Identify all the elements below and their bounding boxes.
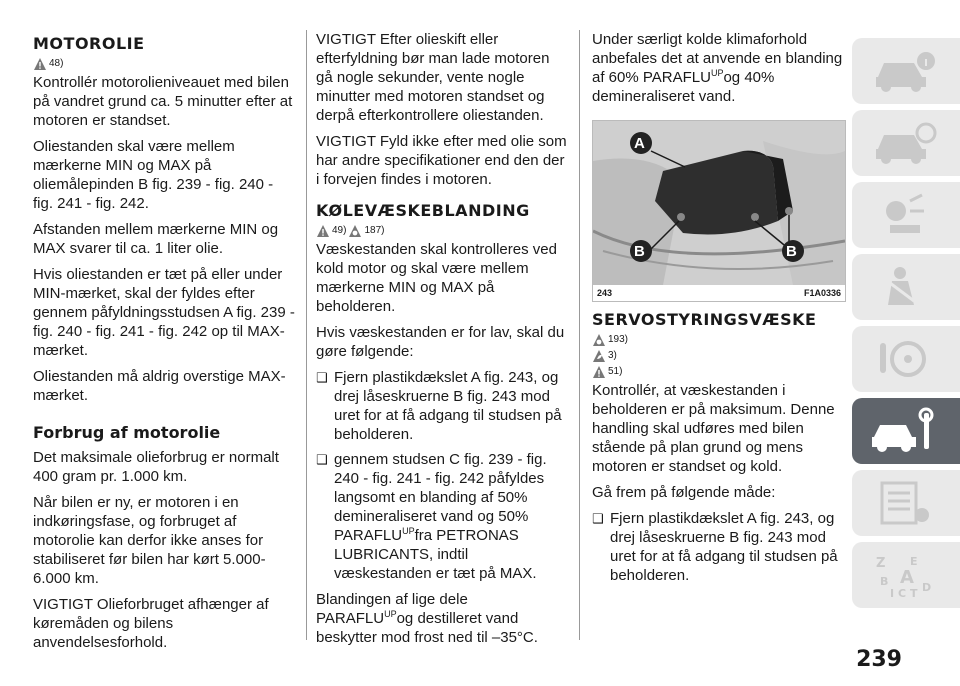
tab-steering[interactable] (852, 326, 960, 392)
index-icon (870, 479, 940, 527)
maintenance-icon (870, 407, 940, 455)
warning-ref: 193) (608, 334, 629, 345)
subheading-forbrug: Forbrug af motorolie (33, 423, 221, 442)
list-item: ❑ gennem studsen C fig. 239 - fig. 240 - fig. 241 - fig. 242 påfyldes langsomt en blanding af 50% demineraliseret vand og 50% $PARAFLU^{UP}fra$ PETRONAS LUBRICANTS, indtil væskestanden er tæt på MAX. (316, 450, 568, 583)
engine-bay-illustration (593, 121, 845, 301)
paragraph: Oliestanden må aldrig overstige MAX-mærket. (33, 368, 286, 404)
figure-243 (592, 120, 846, 302)
column-1 (33, 30, 295, 659)
svg-text:B: B (880, 575, 889, 588)
paragraph: Under særligt kolde klimaforhold anbefales det at anvende en blanding af 60% $PARAFLU^{UP}og$ 40% demineraliseret vand. (592, 31, 843, 105)
callout-label-b: B (634, 243, 645, 260)
list-item: ❑ Fjern plastikdækslet A fig. 243, og drej låseskruerne B fig. 243 mod uret for at få adgang til studsen på beholderen. (592, 509, 844, 585)
column-divider (579, 30, 580, 640)
environment-icon (592, 349, 606, 363)
column-divider (306, 30, 307, 640)
warning-ref: 48) (49, 58, 64, 69)
warning-icon (316, 224, 330, 238)
bullet-list (316, 368, 568, 583)
section-heading-servostyring: SERVOSTYRINGSVÆSKE (592, 310, 817, 329)
steering-icon (870, 335, 940, 383)
warning-ref: 51) (608, 366, 623, 377)
callout-label-b: B (786, 243, 797, 260)
warning-icon (592, 365, 606, 379)
bullet-list (592, 509, 844, 585)
caution-icon (592, 333, 606, 347)
dashboard-icon (870, 119, 940, 167)
paragraph: VIGTIGT Efter olieskift eller efterfyldning bør man lade motoren gå nogle sekunder, vente nogle minutter med motoren standset og derpå efterkontrollere oliestanden. (316, 31, 550, 124)
safety-icon (870, 263, 940, 311)
paragraph: Hvis væskestanden er for lav, skal du gøre følgende: (316, 324, 565, 360)
paragraph: Væskestanden skal kontrolleres ved kold motor og skal være mellem mærkerne MIN og MAX på beholderen. (316, 241, 557, 315)
paragraph: Kontrollér, at væskestanden i beholderen er på maksimum. Denne handling skal udføres med bilen stående på plan grund og mens motoren er standset og kold. (592, 382, 835, 475)
paragraph: Afstanden mellem mærkerne MIN og MAX svarer til ca. 1 liter olie. (33, 221, 279, 257)
warning-icon (33, 57, 47, 71)
warning-refs (592, 333, 844, 347)
warning-ref: 187) (364, 225, 385, 236)
tab-safety[interactable] (852, 254, 960, 320)
warning-refs (592, 365, 844, 379)
svg-text:E: E (910, 555, 918, 568)
paragraph: Gå frem på følgende måde: (592, 484, 776, 501)
svg-text:D: D (922, 581, 932, 594)
warning-refs (592, 349, 844, 363)
warning-ref: 49) (332, 225, 347, 236)
paragraph: VIGTIGT Olieforbruget afhænger af køremåden og bilens anvendelsesforhold. (33, 596, 269, 651)
tab-car-info[interactable] (852, 38, 960, 104)
warning-ref: 3) (608, 350, 617, 361)
section-heading-kolevaeske: KØLEVÆSKEBLANDING (316, 201, 530, 220)
lights-icon (870, 191, 940, 239)
paragraph: Når bilen er ny, er motoren i en indkøringsfase, og forbruget af motorolie kan derfor ikke anses for stabiliseret før bilen har kørt 5.000-6.000 km. (33, 494, 266, 587)
paragraph: Kontrollér motorolieniveauet med bilen på vandret grund ca. 5 minutter efter at motoren er standset. (33, 74, 293, 129)
svg-text:A: A (900, 567, 914, 588)
paragraph: Blandingen af lige dele $PARAFLU^{UP}og$ destilleret vand beskytter mod frost ned til –35°C. (316, 591, 538, 646)
caution-icon (348, 224, 362, 238)
warning-refs (33, 57, 295, 71)
svg-text:T: T (910, 587, 918, 599)
figure-number: 243 (597, 288, 613, 298)
section-heading-motorolie: MOTOROLIE (33, 34, 145, 53)
svg-text:I: I (890, 587, 895, 599)
tab-lights[interactable] (852, 182, 960, 248)
warning-refs (316, 224, 568, 238)
callout-label-a: A (634, 135, 645, 152)
list-item: ❑ Fjern plastikdækslet A fig. 243, og drej låseskruerne B fig. 243 mod uret for at få adgang til studsen på beholderen. (316, 368, 568, 444)
paragraph: VIGTIGT Fyld ikke efter med olie som har andre specifikationer end den der i forvejen findes i motoren. (316, 133, 567, 188)
page-number: 239 (856, 647, 902, 672)
tab-index[interactable] (852, 470, 960, 536)
paragraph: Oliestanden skal være mellem mærkerne MIN og MAX på oliemålepinden B fig. 239 - fig. 240 - fig. 241 - fig. 242. (33, 138, 274, 212)
svg-text:C: C (898, 587, 907, 599)
column-3 (592, 30, 844, 592)
column-2 (316, 30, 568, 654)
tab-dashboard[interactable] (852, 110, 960, 176)
paragraph: Det maksimale olieforbrug er normalt 400 gram pr. 1.000 km. (33, 449, 279, 485)
car-info-icon (870, 47, 940, 95)
figure-code: F1A0336 (803, 288, 841, 298)
alphabet-icon (870, 551, 940, 599)
tab-alphabetical-index[interactable] (852, 542, 960, 608)
chapter-tabs (852, 38, 960, 614)
tab-maintenance[interactable] (852, 398, 960, 464)
figure-caption (593, 285, 845, 301)
svg-text:Z: Z (876, 556, 886, 571)
paragraph: Hvis oliestanden er tæt på eller under MIN-mærket, skal der fyldes efter gennem påfyldningsstudsen A fig. 239 - fig. 240 - fig. 241 - fig. 242 op til MAX-mærket. (33, 266, 295, 359)
